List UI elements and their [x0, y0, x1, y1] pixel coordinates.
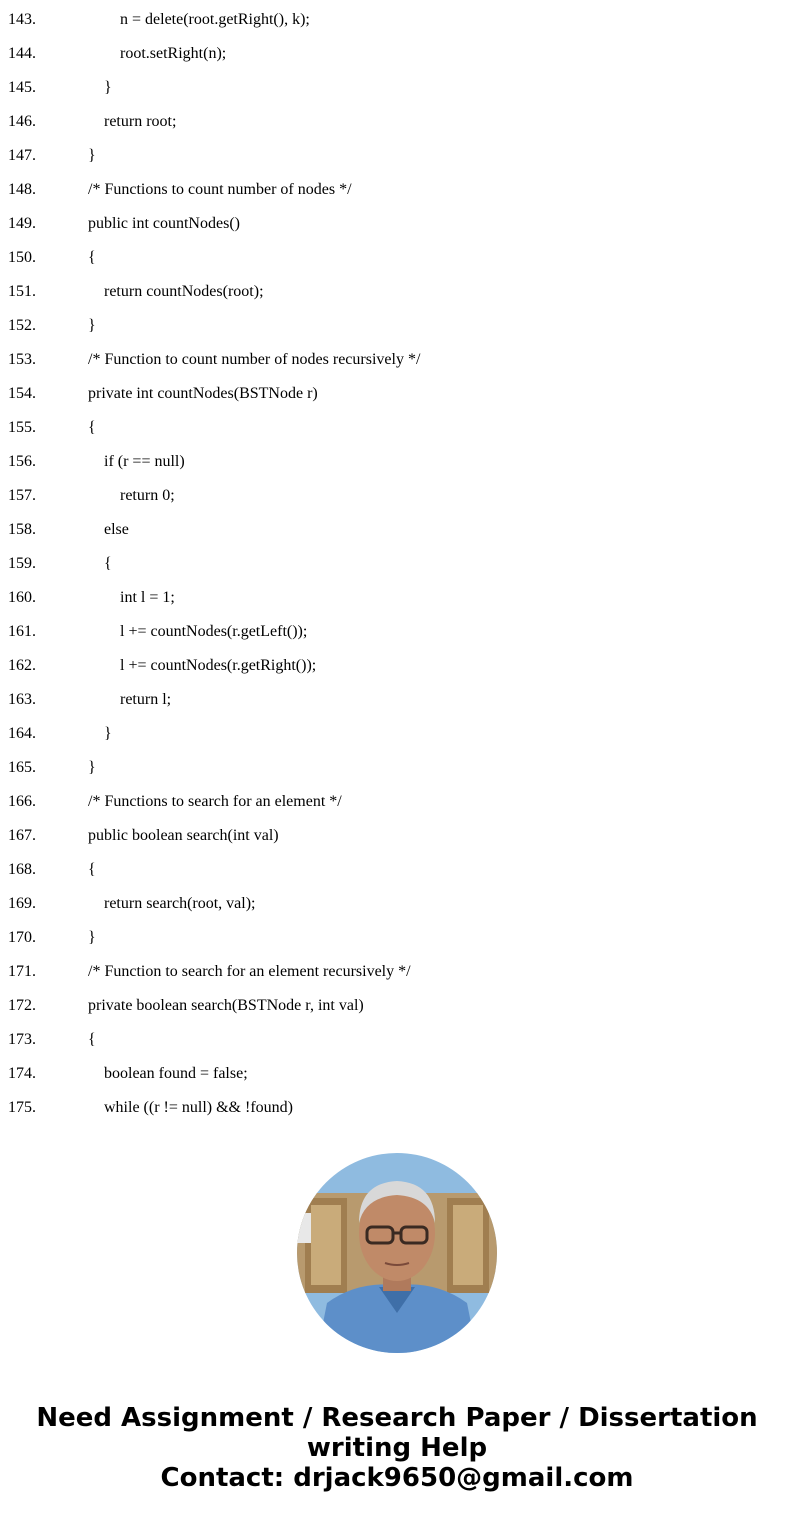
line-code: if (r == null) — [104, 453, 185, 470]
line-code: } — [104, 79, 112, 96]
code-line — [0, 105, 794, 139]
line-number: 157. — [8, 487, 36, 504]
footer-headline: Need Assignment / Research Paper / Dissertation — [36, 1403, 758, 1433]
line-number: 156. — [8, 453, 36, 470]
line-number: 143. — [8, 11, 36, 28]
line-number: 150. — [8, 249, 36, 266]
line-number: 151. — [8, 283, 36, 300]
code-line — [0, 547, 794, 581]
line-code: } — [104, 725, 112, 742]
code-line — [0, 1057, 794, 1091]
code-line — [0, 1023, 794, 1057]
line-code: { — [88, 249, 96, 266]
code-line — [0, 921, 794, 955]
line-number: 165. — [8, 759, 36, 776]
code-line — [0, 887, 794, 921]
line-number: 147. — [8, 147, 36, 164]
line-code: return 0; — [120, 487, 175, 504]
line-code: public boolean search(int val) — [88, 827, 279, 844]
line-code: return countNodes(root); — [104, 283, 264, 300]
line-number: 155. — [8, 419, 36, 436]
line-code: l += countNodes(r.getRight()); — [120, 657, 317, 674]
line-code: } — [88, 317, 96, 334]
line-number: 173. — [8, 1031, 36, 1048]
line-code: /* Function to count number of nodes recursively */ — [88, 351, 421, 368]
code-line — [0, 1091, 794, 1125]
line-code: { — [88, 861, 96, 878]
line-code: return l; — [120, 691, 172, 708]
line-code: private boolean search(BSTNode r, int val) — [88, 997, 364, 1014]
line-code: } — [88, 759, 96, 776]
line-code: while ((r != null) && !found) — [104, 1099, 293, 1116]
line-code: } — [88, 147, 96, 164]
code-line — [0, 853, 794, 887]
code-line — [0, 649, 794, 683]
contact-footer — [0, 1403, 794, 1493]
line-number: 148. — [8, 181, 36, 198]
line-code: } — [88, 929, 96, 946]
code-line — [0, 819, 794, 853]
line-number: 174. — [8, 1065, 36, 1082]
footer-contact: Contact: drjack9650@gmail.com — [160, 1463, 634, 1493]
code-line — [0, 479, 794, 513]
code-line — [0, 377, 794, 411]
code-line — [0, 275, 794, 309]
line-number: 152. — [8, 317, 36, 334]
footer-subline: writing Help — [306, 1433, 488, 1463]
author-photo-icon — [297, 1153, 497, 1353]
code-line — [0, 241, 794, 275]
line-code: boolean found = false; — [104, 1065, 248, 1082]
code-line — [0, 309, 794, 343]
line-number: 163. — [8, 691, 36, 708]
line-code: { — [88, 419, 96, 436]
code-line — [0, 71, 794, 105]
line-number: 159. — [8, 555, 36, 572]
line-code: public int countNodes() — [88, 215, 240, 232]
line-code: n = delete(root.getRight(), k); — [120, 11, 310, 28]
line-number: 154. — [8, 385, 36, 402]
line-code: int l = 1; — [120, 589, 175, 606]
line-number: 149. — [8, 215, 36, 232]
line-number: 166. — [8, 793, 36, 810]
code-line — [0, 785, 794, 819]
line-code: l += countNodes(r.getLeft()); — [120, 623, 308, 640]
line-number: 153. — [8, 351, 36, 368]
line-number: 175. — [8, 1099, 36, 1116]
code-line — [0, 173, 794, 207]
line-number: 144. — [8, 45, 36, 62]
author-avatar — [297, 1153, 497, 1353]
line-number: 162. — [8, 657, 36, 674]
line-code: return search(root, val); — [104, 895, 256, 912]
code-line — [0, 445, 794, 479]
line-code: /* Functions to count number of nodes */ — [88, 181, 352, 198]
line-code: private int countNodes(BSTNode r) — [88, 385, 318, 402]
code-line — [0, 955, 794, 989]
code-line — [0, 751, 794, 785]
code-line — [0, 615, 794, 649]
line-number: 169. — [8, 895, 36, 912]
line-number: 172. — [8, 997, 36, 1014]
code-line — [0, 411, 794, 445]
line-number: 161. — [8, 623, 36, 640]
code-line — [0, 37, 794, 71]
code-line — [0, 513, 794, 547]
code-line — [0, 989, 794, 1023]
line-code: { — [104, 555, 112, 572]
code-line — [0, 343, 794, 377]
line-number: 164. — [8, 725, 36, 742]
code-line — [0, 207, 794, 241]
line-code: { — [88, 1031, 96, 1048]
line-number: 145. — [8, 79, 36, 96]
code-line — [0, 3, 794, 37]
line-code: return root; — [104, 113, 177, 130]
line-number: 167. — [8, 827, 36, 844]
line-code: root.setRight(n); — [120, 45, 227, 62]
line-number: 170. — [8, 929, 36, 946]
line-number: 171. — [8, 963, 36, 980]
code-line — [0, 717, 794, 751]
line-number: 168. — [8, 861, 36, 878]
line-code: else — [104, 521, 129, 538]
code-line — [0, 683, 794, 717]
code-listing — [0, 3, 794, 1125]
line-code: /* Functions to search for an element */ — [88, 793, 342, 810]
line-code: /* Function to search for an element recursively */ — [88, 963, 411, 980]
line-number: 146. — [8, 113, 36, 130]
code-line — [0, 139, 794, 173]
line-number: 160. — [8, 589, 36, 606]
line-number: 158. — [8, 521, 36, 538]
code-line — [0, 581, 794, 615]
